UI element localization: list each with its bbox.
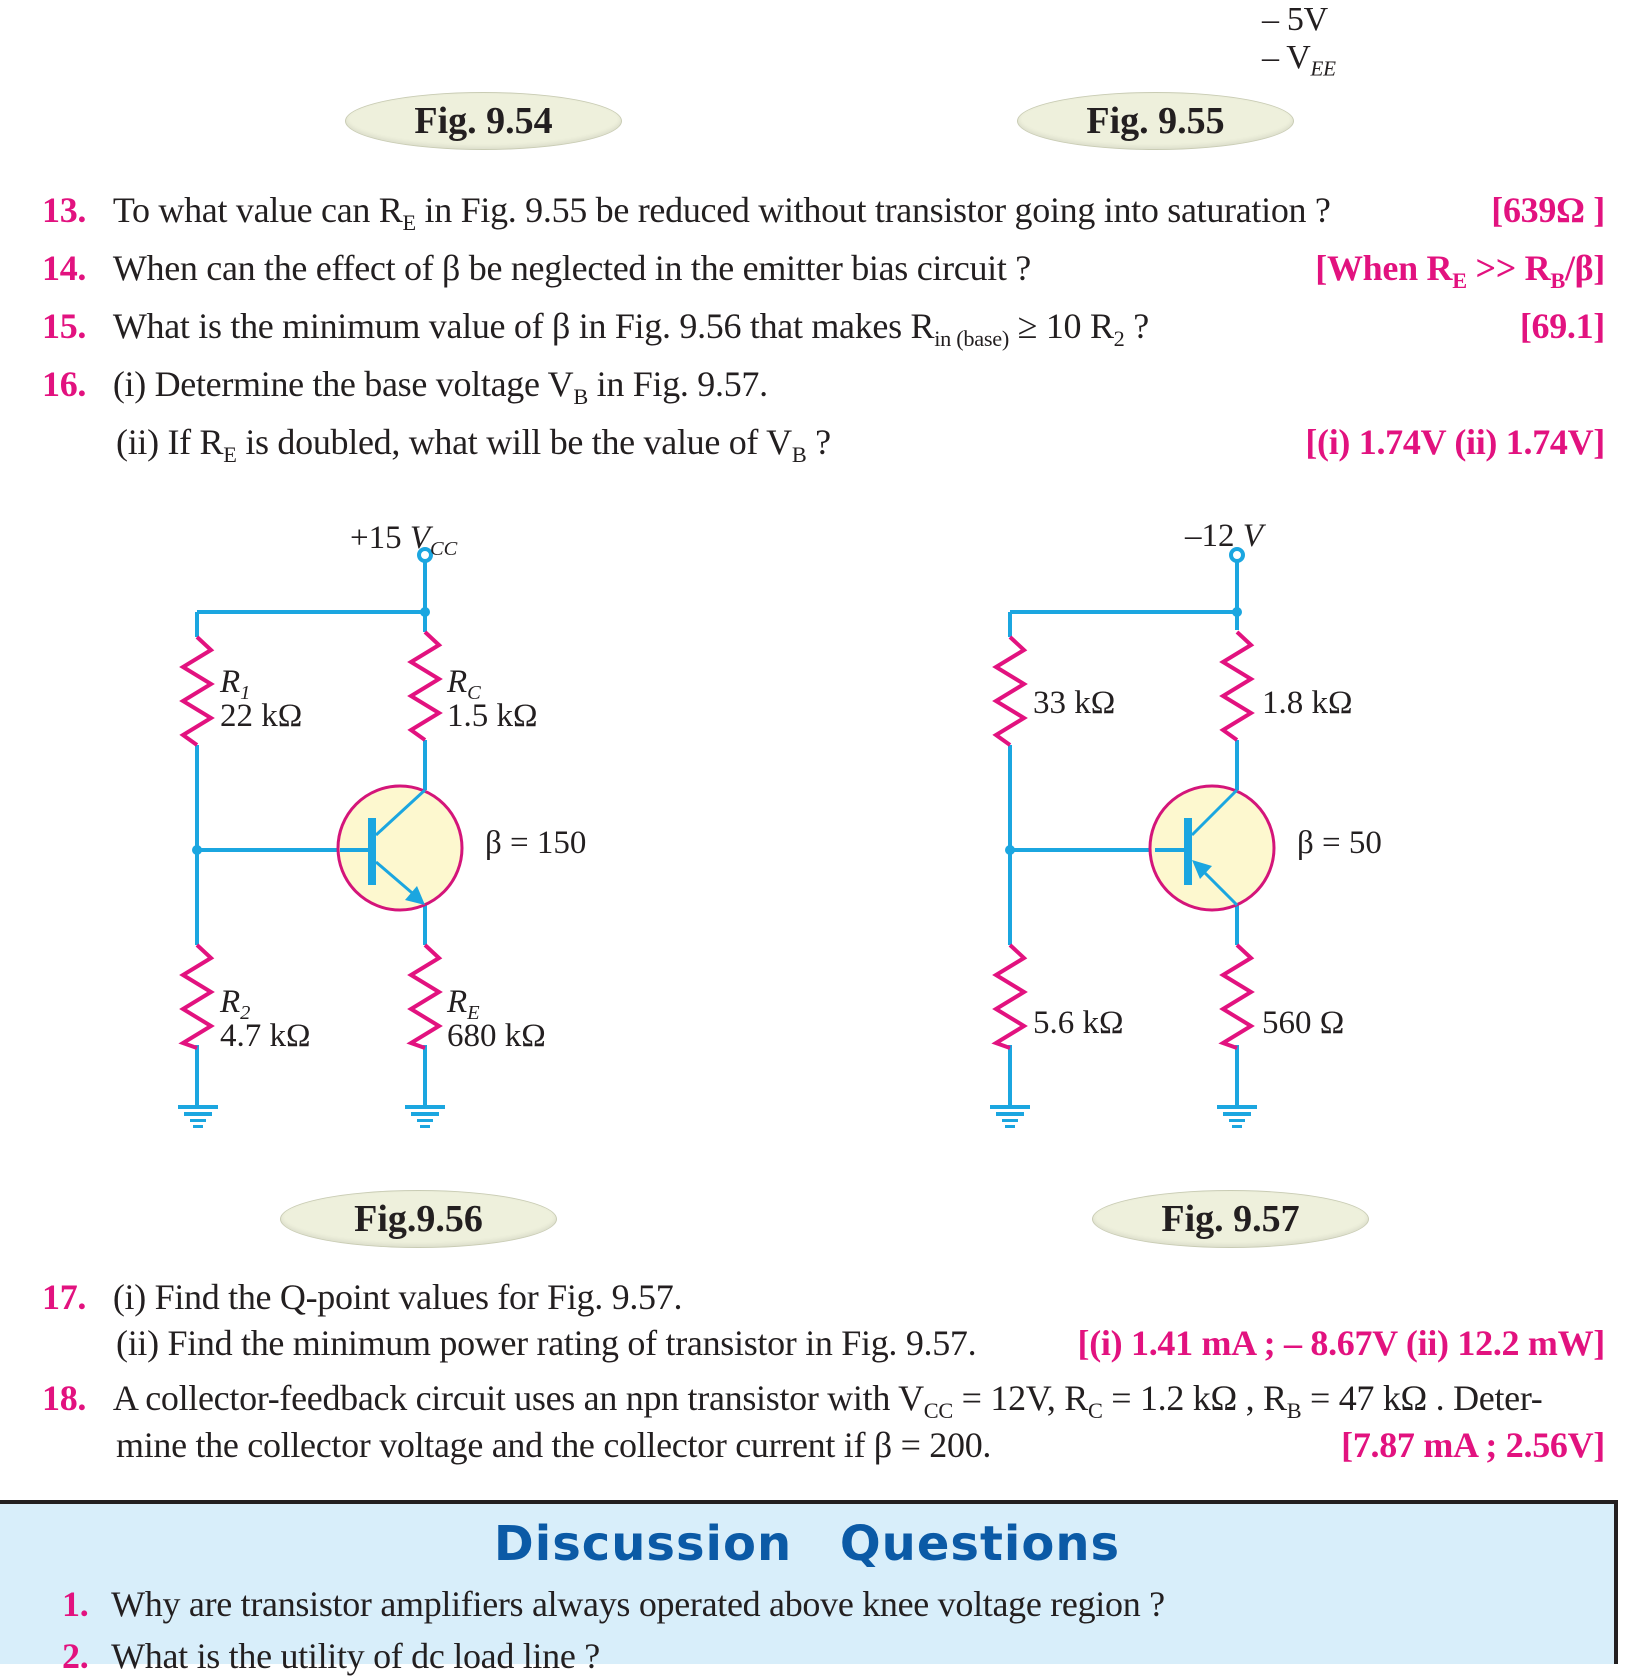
resistor-1-8k bbox=[1223, 632, 1251, 740]
resistor-5-6k bbox=[996, 945, 1024, 1048]
label-text: – V bbox=[1262, 39, 1311, 76]
junction-dot bbox=[1232, 607, 1242, 617]
supply-label-957 bbox=[1185, 518, 1263, 555]
circuit-diagram-9-57 bbox=[800, 500, 1600, 1140]
text-part: ? bbox=[806, 422, 831, 462]
label-value: 1.5 kΩ bbox=[447, 698, 538, 734]
text-part: To what value can R bbox=[112, 190, 403, 230]
resistor-rc bbox=[411, 632, 439, 740]
label-text: R bbox=[220, 664, 241, 700]
text-sub: CC bbox=[923, 1397, 953, 1423]
problem-text-line1 bbox=[112, 364, 768, 409]
resistor-re bbox=[411, 945, 439, 1048]
answer-17: [(i) 1.41 mA ; – 8.67V (ii) 12.2 mW] bbox=[1077, 1323, 1605, 1363]
discussion-questions-box bbox=[0, 1500, 1618, 1676]
caption-text: Fig. 9.57 bbox=[1161, 1198, 1300, 1240]
resistor-r1 bbox=[183, 637, 211, 745]
beta-label-956: β = 150 bbox=[485, 825, 587, 861]
transistor-npn-icon bbox=[338, 786, 462, 910]
resistor-label-33k: 33 kΩ bbox=[1033, 685, 1116, 721]
text-sub: B bbox=[791, 441, 807, 467]
resistor-label-r2 bbox=[220, 985, 311, 1053]
answer-14 bbox=[1315, 248, 1605, 293]
text-sub: E bbox=[402, 209, 416, 235]
item-number: 2. bbox=[62, 1636, 89, 1676]
problem-number: 18. bbox=[42, 1378, 87, 1418]
figure-caption-9-56 bbox=[280, 1190, 557, 1248]
junction-dot bbox=[420, 607, 430, 617]
discussion-item-2 bbox=[62, 1636, 600, 1676]
label-sub: EE bbox=[1310, 56, 1336, 81]
text-sub: B bbox=[573, 383, 588, 409]
text-sub: 2 bbox=[1113, 325, 1125, 351]
ground-icon bbox=[990, 1105, 1030, 1128]
junction-dot bbox=[1005, 845, 1015, 855]
resistor-r2 bbox=[183, 945, 211, 1048]
item-text: Why are transistor amplifiers always operated above knee voltage region ? bbox=[111, 1584, 1165, 1624]
label-text: –12 bbox=[1185, 518, 1243, 554]
problem-text-line1 bbox=[112, 1378, 1543, 1423]
ground-icon bbox=[178, 1105, 218, 1128]
problem-text bbox=[112, 190, 1331, 235]
ground-icon bbox=[1217, 1105, 1257, 1128]
discussion-item-1 bbox=[62, 1584, 1165, 1624]
label-text: – 5V bbox=[1262, 1, 1328, 38]
label-value: 22 kΩ bbox=[220, 698, 303, 734]
item-number: 1. bbox=[62, 1584, 89, 1624]
text-sub: B bbox=[1550, 267, 1565, 293]
label-sub: 2 bbox=[240, 1002, 251, 1025]
problem-text bbox=[112, 306, 1149, 351]
caption-text: Fig. 9.54 bbox=[414, 100, 553, 142]
text-part: = 12V, R bbox=[952, 1378, 1088, 1418]
text-part: (ii) If R bbox=[116, 422, 224, 462]
item-text: What is the utility of dc load line ? bbox=[111, 1636, 600, 1676]
label-text: V bbox=[409, 520, 431, 556]
label-text: R bbox=[447, 984, 468, 1020]
text-sub: in (base) bbox=[934, 325, 1009, 351]
resistor-label-rc bbox=[447, 665, 538, 733]
label-sub: C bbox=[467, 682, 481, 705]
problem-number: 14. bbox=[42, 248, 87, 288]
junction-dot bbox=[192, 845, 202, 855]
resistor-560 bbox=[1223, 945, 1251, 1048]
text-part: ? bbox=[1124, 306, 1149, 346]
problem-18-line2: mine the collector voltage and the collector current if β = 200. bbox=[116, 1425, 992, 1465]
figure-caption-9-54 bbox=[345, 92, 622, 150]
text-sub: E bbox=[1452, 267, 1467, 293]
caption-text: Fig. 9.55 bbox=[1086, 100, 1225, 142]
discussion-title: Discussion Questions bbox=[493, 1516, 1121, 1572]
problem-16 bbox=[42, 364, 768, 409]
text-part: /β] bbox=[1564, 248, 1605, 288]
text-sub: C bbox=[1087, 1397, 1103, 1423]
problem-17-line2: (ii) Find the minimum power rating of transistor in Fig. 9.57. bbox=[116, 1323, 977, 1363]
problem-number: 17. bbox=[42, 1277, 87, 1317]
text-part: A collector-feedback circuit uses an npn transistor with V bbox=[112, 1378, 924, 1418]
answer-13: [639Ω ] bbox=[1491, 190, 1605, 230]
text-part: What is the minimum value of β in Fig. 9.56 that makes R bbox=[112, 306, 935, 346]
text-part: is doubled, what will be the value of V bbox=[236, 422, 792, 462]
problem-15 bbox=[42, 306, 1149, 351]
resistor-label-r1 bbox=[220, 665, 302, 733]
problem-text: When can the effect of β be neglected in the emitter bias circuit ? bbox=[112, 248, 1031, 288]
text-part: in Fig. 9.55 be reduced without transistor going into saturation ? bbox=[415, 190, 1331, 230]
problem-13 bbox=[42, 190, 1331, 235]
figure-caption-9-57 bbox=[1092, 1190, 1369, 1248]
text-sub: B bbox=[1286, 1397, 1302, 1423]
caption-text: Fig.9.56 bbox=[354, 1198, 483, 1240]
text-part: ≥ 10 R bbox=[1008, 306, 1114, 346]
label-text: R bbox=[447, 664, 468, 700]
problem-number: 15. bbox=[42, 306, 87, 346]
answer-18: [7.87 mA ; 2.56V] bbox=[1341, 1425, 1605, 1465]
text-part: in Fig. 9.57. bbox=[587, 364, 768, 404]
resistor-33k bbox=[996, 637, 1024, 745]
text-part: >> R bbox=[1466, 248, 1551, 288]
text-sub: E bbox=[223, 441, 237, 467]
problem-text-line1: (i) Find the Q-point values for Fig. 9.57. bbox=[112, 1277, 683, 1317]
problem-number: 13. bbox=[42, 190, 87, 230]
beta-label-957: β = 50 bbox=[1297, 825, 1382, 861]
resistor-label-5-6k: 5.6 kΩ bbox=[1033, 1005, 1124, 1041]
problem-17 bbox=[42, 1277, 682, 1317]
problem-14 bbox=[42, 248, 1031, 288]
resistor-label-560: 560 Ω bbox=[1262, 1005, 1345, 1041]
problem-18 bbox=[42, 1378, 1543, 1423]
label-sub: CC bbox=[430, 538, 458, 561]
label-value: 680 kΩ bbox=[447, 1018, 546, 1054]
label-text: V bbox=[1242, 518, 1263, 554]
prev-figure-label-vee bbox=[1262, 38, 1336, 81]
problem-16-line2 bbox=[116, 422, 831, 467]
resistor-label-1-8k: 1.8 kΩ bbox=[1262, 685, 1353, 721]
label-text: +15 bbox=[350, 520, 410, 556]
resistor-label-re bbox=[447, 985, 546, 1053]
problem-number: 16. bbox=[42, 364, 87, 404]
figure-caption-9-55 bbox=[1017, 92, 1294, 150]
answer-15: [69.1] bbox=[1519, 306, 1605, 346]
answer-16: [(i) 1.74V (ii) 1.74V] bbox=[1305, 422, 1605, 462]
supply-label-956 bbox=[350, 520, 458, 561]
text-part: (i) Determine the base voltage V bbox=[112, 364, 574, 404]
label-value: 4.7 kΩ bbox=[220, 1018, 311, 1054]
prev-figure-label-5v bbox=[1262, 0, 1328, 40]
label-sub: E bbox=[467, 1002, 480, 1025]
text-part: = 1.2 kΩ , R bbox=[1102, 1378, 1287, 1418]
text-part: [When R bbox=[1315, 248, 1453, 288]
circuit-diagram-9-56 bbox=[0, 500, 800, 1140]
transistor-pnp-icon bbox=[1150, 786, 1274, 910]
label-sub: 1 bbox=[240, 682, 251, 705]
text-part: = 47 kΩ . Deter- bbox=[1301, 1378, 1543, 1418]
label-text: R bbox=[220, 984, 241, 1020]
ground-icon bbox=[405, 1105, 445, 1128]
